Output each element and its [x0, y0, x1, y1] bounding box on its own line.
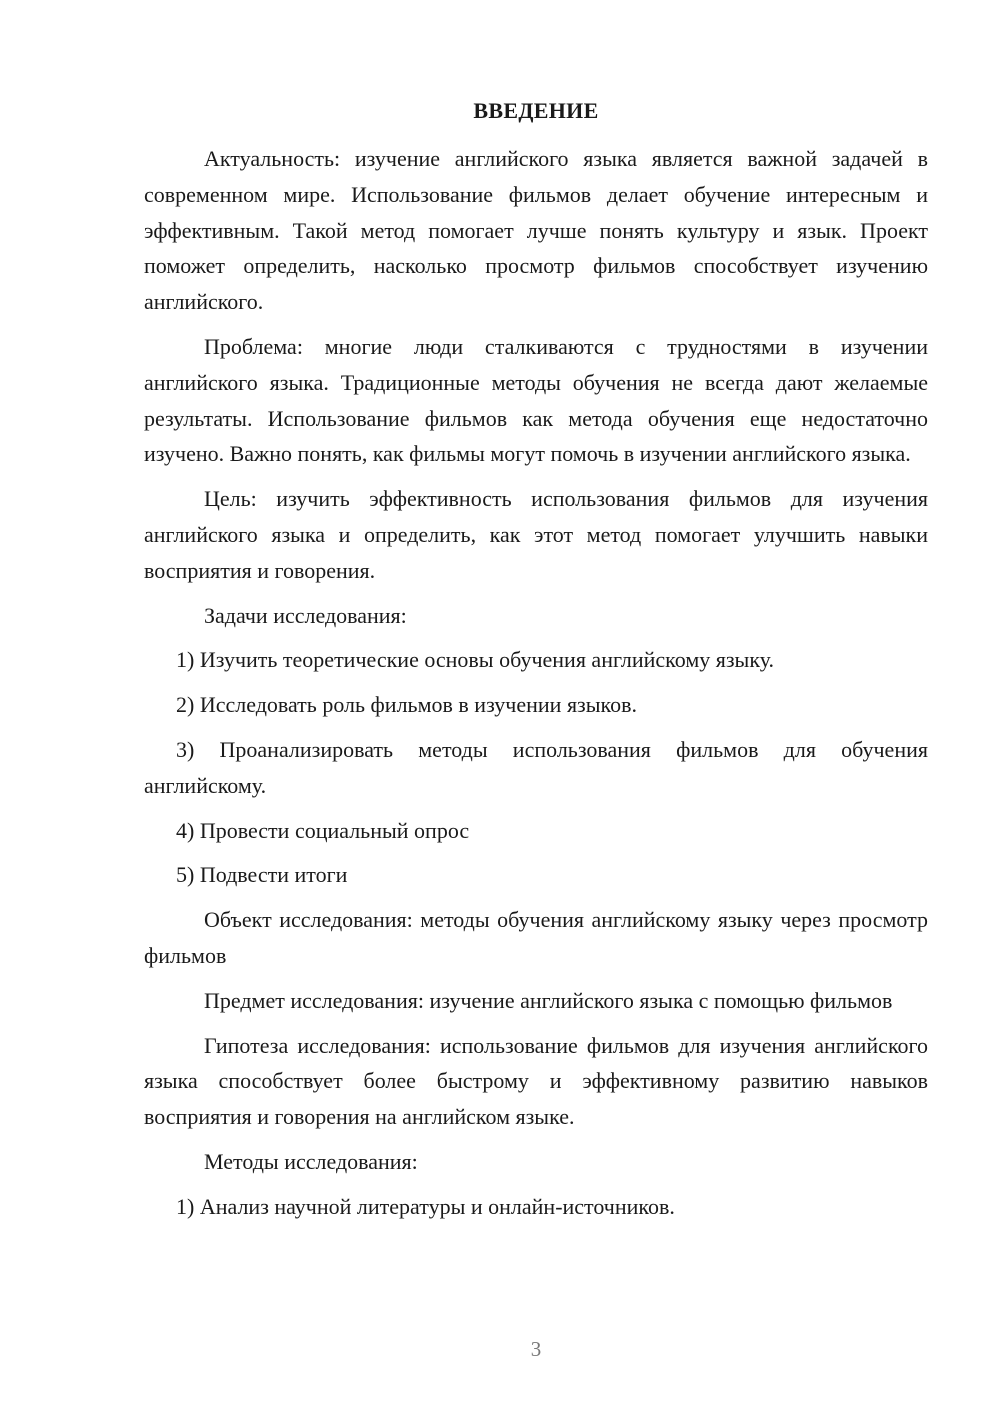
- method-item: 1) Анализ научной литературы и онлайн-источников.: [176, 1193, 675, 1219]
- task-item: 4) Провести социальный опрос: [176, 817, 470, 843]
- page-number: 3: [530, 1337, 542, 1361]
- task-item: 2) Исследовать роль фильмов в изучении языков.: [176, 692, 637, 718]
- paragraph-object: Объект исследования: методы обучения английскому языку через просмотр фильмов: [144, 907, 928, 968]
- task-item: 1) Изучить теоретические основы обучения английскому языку.: [176, 647, 775, 673]
- page-title: ВВЕДЕНИЕ: [473, 98, 599, 123]
- task-item: 5) Подвести итоги: [176, 862, 348, 888]
- tasks-heading: Задачи исследования:: [204, 602, 407, 628]
- body-text: [144, 141, 928, 1225]
- paragraph-relevance: Актуальность: изучение английского языка является важной задачей в современном мире. Использование фильмов делает обучение интересным и эффективным. Такой метод помогает лучше понять культуру и язык. Проект поможет определить, насколько просмотр фильмов способствует изучению английского.: [144, 146, 928, 315]
- paragraph-hypothesis: Гипотеза исследования: использование фильмов для изучения английского языка способствует более быстрому и эффективному развитию навыков восприятия и говорения на английском языке.: [144, 1032, 928, 1130]
- paragraph-goal: Цель: изучить эффективность использования фильмов для изучения английского языка и определить, как этот метод помогает улучшить навыки восприятия и говорения.: [144, 486, 928, 583]
- task-item: 3) Проанализировать методы использования фильмов для обучения английскому.: [144, 736, 928, 798]
- paragraph-subject: Предмет исследования: изучение английского языка с помощью фильмов: [204, 987, 893, 1013]
- paragraph-problem: Проблема: многие люди сталкиваются с трудностями в изучении английского языка. Традиционные методы обучения не всегда дают желаемые результаты. Использование фильмов как метода обучения еще недостаточно изучено. Важно понять, как фильмы могут помочь в изучении английского языка.: [144, 333, 928, 467]
- methods-heading: Методы исследования:: [204, 1148, 418, 1174]
